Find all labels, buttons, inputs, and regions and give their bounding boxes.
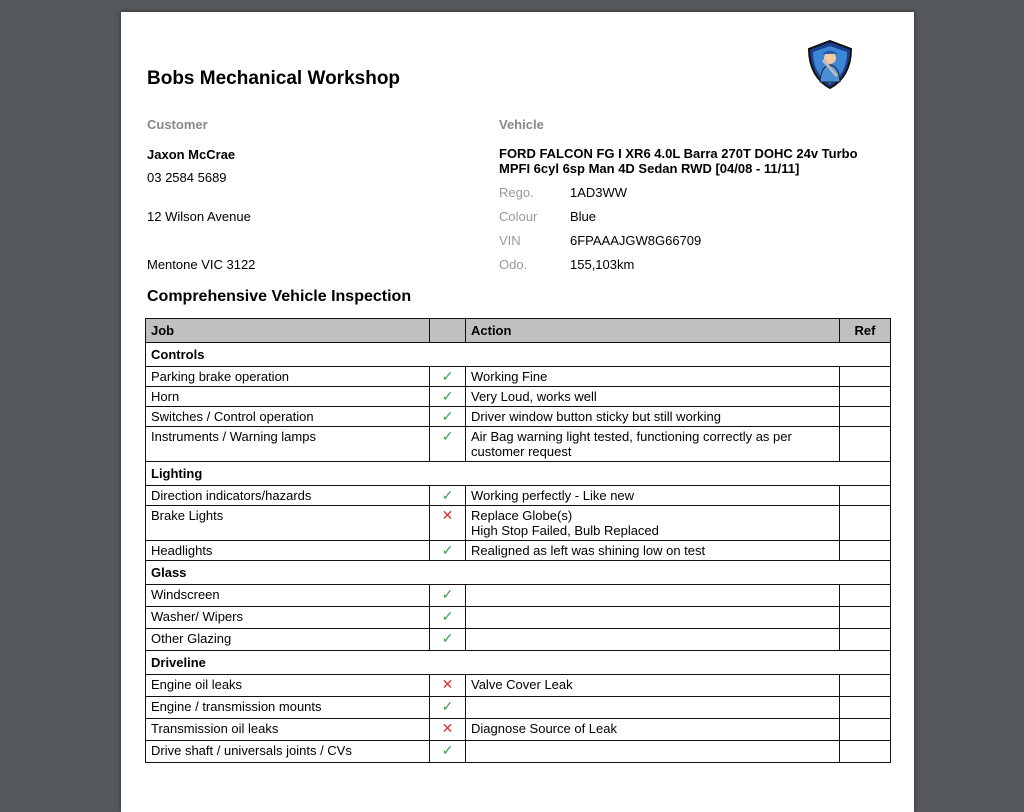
job-cell: Engine oil leaks [146, 675, 430, 697]
action-text: Diagnose Source of Leak [471, 721, 617, 736]
ref-cell [840, 427, 891, 462]
action-text: Air Bag warning light tested, functioning correctly as per customer request [471, 429, 792, 459]
table-row [146, 427, 891, 462]
vehicle-field-label: Colour [499, 209, 538, 224]
ref-cell [840, 719, 891, 741]
mechanic-logo [803, 38, 857, 92]
ref-cell [840, 367, 891, 387]
action-cell [466, 506, 840, 541]
table-row [146, 506, 891, 541]
action-cell [466, 585, 840, 607]
job-cell: Engine / transmission mounts [146, 697, 430, 719]
ref-cell [840, 506, 891, 541]
check-icon: ✓ [430, 697, 466, 719]
action-cell [466, 407, 840, 427]
table-row [146, 387, 891, 407]
action-text: Driver window button sticky but still working [471, 409, 721, 424]
check-icon: ✓ [430, 387, 466, 407]
ref-cell [840, 675, 891, 697]
section-title: Comprehensive Vehicle Inspection [147, 288, 412, 305]
table-row [146, 629, 891, 651]
action-cell [466, 697, 840, 719]
action-text: Working Fine [471, 369, 548, 384]
category-row [146, 651, 891, 675]
check-icon: ✓ [430, 367, 466, 387]
customer-address-line1: 12 Wilson Avenue [147, 209, 251, 224]
table-row [146, 675, 891, 697]
action-cell [466, 607, 840, 629]
action-cell [466, 486, 840, 506]
job-cell: Switches / Control operation [146, 407, 430, 427]
vehicle-label: Vehicle [499, 117, 544, 132]
category-name: Controls [146, 343, 891, 367]
check-icon: ✓ [430, 585, 466, 607]
job-cell: Headlights [146, 541, 430, 561]
ref-cell [840, 697, 891, 719]
header-status [430, 319, 466, 343]
ref-cell [840, 541, 891, 561]
vehicle-field-value: 1AD3WW [570, 185, 628, 200]
ref-cell [840, 407, 891, 427]
table-row [146, 407, 891, 427]
table-row [146, 741, 891, 763]
header-job: Job [146, 319, 430, 343]
vehicle-field-value: 155,103km [570, 257, 635, 272]
check-icon: ✓ [430, 629, 466, 651]
cross-icon: ✕ [430, 719, 466, 741]
header-action: Action [466, 319, 840, 343]
action-text-2: High Stop Failed, Bulb Replaced [471, 523, 659, 538]
job-cell: Other Glazing [146, 629, 430, 651]
job-cell: Washer/ Wipers [146, 607, 430, 629]
action-cell [466, 427, 840, 462]
check-icon: ✓ [430, 407, 466, 427]
table-row [146, 367, 891, 387]
check-icon: ✓ [430, 607, 466, 629]
cross-icon: ✕ [430, 675, 466, 697]
action-cell [466, 675, 840, 697]
category-row [146, 462, 891, 486]
inspection-table [145, 318, 891, 763]
company-name: Bobs Mechanical Workshop [147, 68, 401, 89]
ref-cell [840, 387, 891, 407]
table-row [146, 697, 891, 719]
job-cell: Instruments / Warning lamps [146, 427, 430, 462]
job-cell: Windscreen [146, 585, 430, 607]
table-row [146, 486, 891, 506]
vehicle-field-label: VIN [499, 233, 521, 248]
ref-cell [840, 585, 891, 607]
vehicle-field-value: 6FPAAAJGW8G66709 [570, 233, 702, 248]
vehicle-field-label: Odo. [499, 257, 528, 272]
job-cell: Direction indicators/hazards [146, 486, 430, 506]
vehicle-field-label: Rego. [499, 185, 534, 200]
customer-phone: 03 2584 5689 [147, 170, 227, 185]
check-icon: ✓ [430, 427, 466, 462]
vehicle-description-2: MPFI 6cyl 6sp Man 4D Sedan RWD [04/08 - 11/11] [499, 161, 800, 176]
customer-name: Jaxon McCrae [147, 147, 236, 162]
action-text: Very Loud, works well [471, 389, 597, 404]
category-row [146, 561, 891, 585]
ref-cell [840, 629, 891, 651]
ref-cell [840, 486, 891, 506]
job-cell: Brake Lights [146, 506, 430, 541]
category-row [146, 343, 891, 367]
action-text: Valve Cover Leak [471, 677, 573, 692]
job-cell: Drive shaft / universals joints / CVs [146, 741, 430, 763]
job-cell: Horn [146, 387, 430, 407]
table-row [146, 541, 891, 561]
check-icon: ✓ [430, 541, 466, 561]
category-name: Driveline [146, 651, 891, 675]
header-ref: Ref [840, 319, 891, 343]
vehicle-field-value: Blue [570, 209, 597, 224]
action-cell [466, 719, 840, 741]
action-cell [466, 387, 840, 407]
action-cell [466, 367, 840, 387]
document-page [121, 12, 914, 812]
table-row [146, 607, 891, 629]
action-text: Working perfectly - Like new [471, 488, 635, 503]
ref-cell [840, 607, 891, 629]
table-row [146, 585, 891, 607]
category-name: Lighting [146, 462, 891, 486]
vehicle-description-1: FORD FALCON FG I XR6 4.0L Barra 270T DOHC 24v Turbo [499, 146, 858, 161]
customer-label: Customer [147, 117, 208, 132]
cross-icon: ✕ [430, 506, 466, 541]
action-cell [466, 741, 840, 763]
check-icon: ✓ [430, 486, 466, 506]
table-row [146, 719, 891, 741]
action-cell [466, 629, 840, 651]
action-text: Realigned as left was shining low on test [471, 543, 706, 558]
action-cell [466, 541, 840, 561]
category-name: Glass [146, 561, 891, 585]
job-cell: Transmission oil leaks [146, 719, 430, 741]
action-text: Replace Globe(s) [471, 508, 573, 523]
ref-cell [840, 741, 891, 763]
job-cell: Parking brake operation [146, 367, 430, 387]
check-icon: ✓ [430, 741, 466, 763]
customer-address-line2: Mentone VIC 3122 [147, 257, 256, 272]
